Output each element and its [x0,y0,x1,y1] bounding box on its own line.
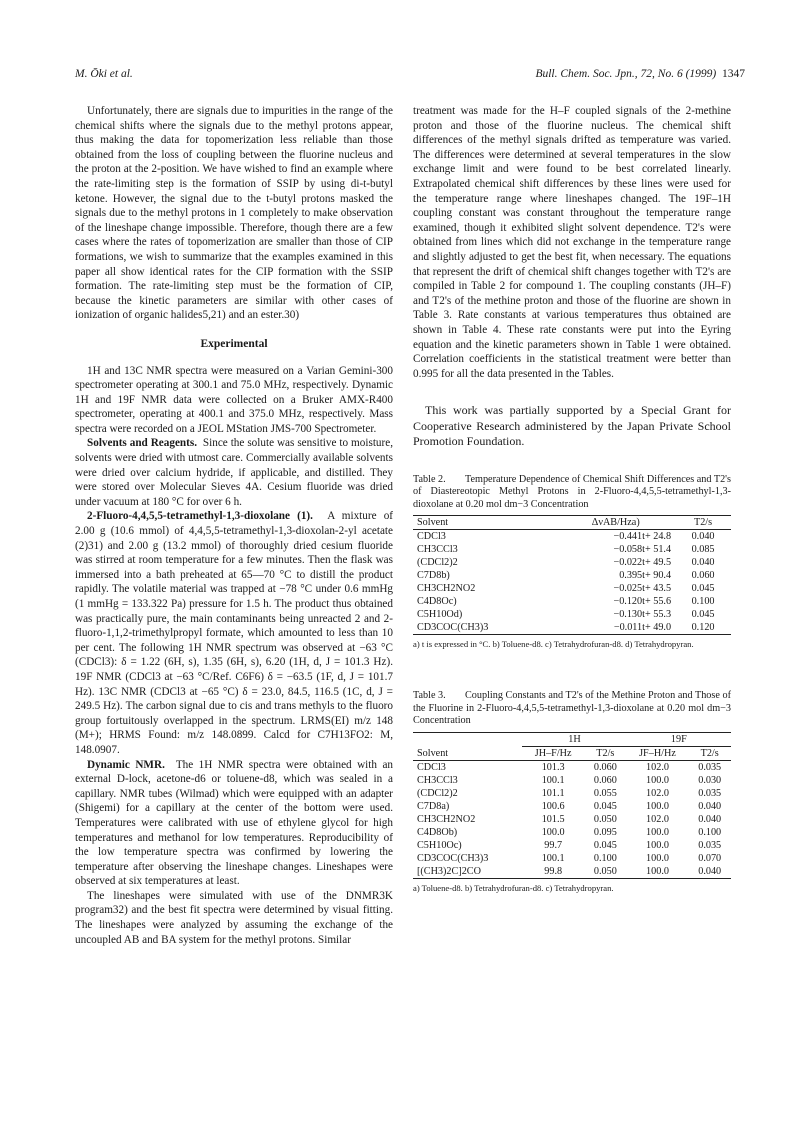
table-3-value-cell: 100.0 [646,852,669,864]
dynamic-nmr-heading: Dynamic NMR. [87,758,165,771]
table-2-solvent-cell: (CDCl2)2 [417,557,458,569]
table-3-solvent-cell: C5H10Oc) [417,839,462,851]
table-3-value-cell: 100.0 [646,826,669,838]
table-3-solvent-cell: C4D8Ob) [417,826,458,838]
table-3-value-cell: 100.1 [541,852,565,864]
table-3-value-cell: 100.0 [541,826,565,838]
running-header-left: M. Ōki et al. [75,68,133,80]
table-row [413,760,731,774]
table-3-caption [413,690,731,728]
table-3-value-cell: 0.035 [698,787,722,799]
table-3-value-cell: 0.070 [698,852,722,864]
table-3-value-cell: 99.8 [544,865,563,877]
table-2-header-cell: Solvent [413,516,556,530]
table-3-solvent-cell: CD3COC(CH3)3 [417,852,489,864]
table-3-value-cell: 0.040 [698,813,722,825]
table-2-value-cell: −0.058t+ 51.4 [613,544,672,556]
table-row [413,569,731,582]
table-2-solvent-cell: C5H10Od) [417,609,463,621]
page-number: 1347 [722,68,745,80]
table-2-value-cell: 0.040 [691,531,715,543]
table-3-value-cell: 0.040 [698,800,722,812]
table-3-value-cell: 0.095 [593,826,617,838]
synthesis-paragraph [75,509,393,757]
table-2-header-cell: T2/s [675,516,731,530]
synthesis-heading: 2-Fluoro-4,4,5,5-tetramethyl-1,3-dioxolane (1). [87,510,313,523]
table-3-header-cell: JH–F/Hz [522,746,584,760]
acknowledgement-paragraph: This work was partially supported by a Special Grant for Cooperative Research administered by the Japan Private School Promotion Foundation. [413,403,731,449]
table-3-label: Table 3. [413,690,446,702]
journal-citation: Bull. Chem. Soc. Jpn., 72, No. 6 (1999) [535,68,717,80]
table-row [413,556,731,569]
table-2-value-cell: −0.441t+ 24.8 [613,531,672,543]
table-row [413,621,731,635]
table-2-value-cell: 0.395t+ 90.4 [619,570,672,582]
table-3-value-cell: 0.035 [698,839,722,851]
table-3-solvent-cell: CDCl3 [417,761,446,773]
table-3-solvent-cell: [(CH3)2C]2CO [417,865,481,877]
table-3-value-cell: 102.0 [646,813,669,825]
table-3-solvent-cell: (CDCl2)2 [417,787,458,799]
table-3-group-header: 19F [627,732,731,746]
table-2-value-cell: 0.040 [691,557,715,569]
table-3-value-cell: 100.0 [646,839,669,851]
table-2-solvent-cell: CH3CH2NO2 [417,583,476,595]
solvents-paragraph [75,436,393,509]
table-3-value-cell: 100.6 [541,800,565,812]
table-3-value-cell: 100.1 [541,774,565,786]
table-2-value-cell: 0.060 [691,570,715,582]
table-row [413,608,731,621]
table-2-solvent-cell: CD3COC(CH3)3 [417,622,489,634]
table-row [413,582,731,595]
table-2-value-cell: −0.022t+ 49.5 [613,557,672,569]
table-2-value-cell: 0.100 [691,596,715,608]
table-row [413,865,731,879]
table-3-value-cell: 0.060 [593,774,617,786]
table-3-header-cell: Solvent [413,746,522,760]
table-row [413,826,731,839]
table-row [413,839,731,852]
dynamic-nmr-paragraph [75,758,393,889]
table-2-solvent-cell: C7D8b) [417,570,450,582]
table-3-value-cell: 101.5 [541,813,565,825]
table-2-header-cell: ΔνAB/Hza) [556,516,675,530]
table-3-caption-text: Coupling Constants and T2's of the Methine Proton and Those of the Fluorine in 2-Fluoro-4,4,5,5-tetramethyl-1,3-dioxolane at 0.20 mol dm−3 Concentration [413,690,731,727]
table-3-header-cell: JF–H/Hz [627,746,689,760]
table-3 [413,732,731,879]
table-3-value-cell: 0.050 [593,813,617,825]
table-3-value-cell: 100.0 [646,774,669,786]
table-3-value-cell: 0.060 [593,761,617,773]
table-3-header-cell: T2/s [584,746,627,760]
right-column [413,104,731,894]
table-row [413,787,731,800]
table-3-value-cell: 100.0 [646,865,669,877]
table-row [413,774,731,787]
table-3-value-cell: 101.1 [541,787,565,799]
table-3-value-cell: 0.040 [698,865,722,877]
table-row [413,595,731,608]
solvents-heading: Solvents and Reagents. [87,437,198,450]
table-2-label: Table 2. [413,473,446,485]
table-3-value-cell: 0.045 [593,800,617,812]
table-3-value-cell: 0.030 [698,774,722,786]
table-3-value-cell: 0.045 [593,839,617,851]
table-3-value-cell: 99.7 [544,839,563,851]
table-3-solvent-cell: CH3CCl3 [417,774,458,786]
continued-paragraph: treatment was made for the H–F coupled signals of the 2-methine proton and those of the fluorine nucleus. The chemical shift differences of the methyl signals drifted as temperature was varied. The differences were determined at several temperatures in the slow exchange limit and were found to be best correlated linearly. Extrapolated chemical shift differences by these lines were used for the temperature range where lineshapes changed. The 19F–1H coupling constant was constant throughout the temperature range examined, though it exhibited slight solvent dependence. T2's were obtained from lines which did not exchange in the temperature range and slightly adjusted to get the best fit, when necessary. The equations that represent the drift of chemical shift changes together with T2's are compiled in Table 2 for compound 1. The coupling constants (JH–F) and T2's of the methine proton and those of the fluorine are shown in Table 3. Rate constants at various temperatures thus obtained are shown in Table 4. These rate constants were put into the Eyring equation and the kinetic parameters shown in Table 1 were obtained. Correlation coefficients in the statistical treatment were better than 0.995 for all the data presented in the Tables. [413,105,731,380]
solvents-text: Since the solute was sensitive to moisture, solvents were dried with utmost care. Commercially available solvents were dried over calcium hydride, if applicable, and distilled. They were stored over Molecular Sieves 4A. Cesium fluoride was dried under vacuum at 180 °C for over 6 h. [75,437,394,508]
table-2-block [413,474,731,651]
dynamic-nmr-text: The 1H NMR spectra were obtained with an external D-lock, acetone-d6 or toluene-d8, which was sealed in a capillary. NMR tubes (Wilmad) which were equipped with an adapter (Shigemi) for a capillary at the center of the bottom were used. Temperatures were calibrated with use of ethylene glycol for high temperatures and methanol for low temperatures. Reproducibility of the low temperature spectra was confirmed by lowering the temperature after observing the lineshape changes. Lineshapes were observed at six temperatures at least. [75,758,394,888]
table-2 [413,515,731,635]
table-2-value-cell: −0.025t+ 43.5 [613,583,672,595]
table-3-footnote: a) Toluene-d8. b) Tetrahydrofuran-d8. c) Tetrahydropyran. [413,882,614,893]
table-2-footnote: a) t is expressed in °C. b) Toluene-d8. c) Tetrahydrofuran-d8. d) Tetrahydropyran. [413,639,694,650]
table-2-value-cell: −0.120t+ 55.6 [613,596,672,608]
table-3-value-cell: 0.050 [593,865,617,877]
table-2-value-cell: 0.045 [691,583,715,595]
table-2-value-cell: 0.085 [691,544,715,556]
table-3-value-cell: 102.0 [646,787,669,799]
intro-paragraph: Unfortunately, there are signals due to impurities in the range of the chemical shifts where the signals due to the methyl protons appear, thus making the data for topomerization less reliable than those obtained from the loss of coupling between the fluorine nucleus and the proton at the 2-position. We have wished to find an example where the rate-limiting step is the formation of SSIP by using di-t-butyl ketone. However, the signal due to the t-butyl protons masked the signals due to the methyl protons in 1 completely to make observation of the lineshape change impossible. Therefore, though there are a few cases where the rates of topomerization are smaller than those of CIP formations, we wish to summarize that the examples examined in this paper all show identical rates for the CIP formation with the SSIP formation. The rate-limiting step must be the formation of CIP, because the kinetic parameters are similar with other cases of ionization of organic halides5,21) and an ester.30) [75,105,393,322]
table-3-solvent-cell: C7D8a) [417,800,450,812]
table-3-solvent-cell: CH3CH2NO2 [417,813,476,825]
table-2-value-cell: 0.045 [691,609,715,621]
lineshapes-paragraph: The lineshapes were simulated with use of the DNMR3K program32) and the best fit spectra were determined by visual fitting. The lineshapes were analyzed by assuming the exchange of the uncoupled AB and BA system for the methyl protons. Similar [75,889,393,946]
table-2-solvent-cell: CDCl3 [417,531,446,543]
nmr-instruments-paragraph: 1H and 13C NMR spectra were measured on a Varian Gemini-300 spectrometer operating at 300.1 and 75.0 MHz, respectively. Dynamic 1H and 19F NMR data were collected on a Bruker AMX-R400 spectrometer, operating at 400.1 and 375.0 MHz, respectively. Mass spectra were recorded on a JEOL MStation JMS-700 Spectrometer. [75,364,393,435]
table-2-solvent-cell: CH3CCl3 [417,544,458,556]
table-3-value-cell: 100.0 [646,800,669,812]
table-3-header-cell: T2/s [688,746,731,760]
table-2-value-cell: −0.130t+ 55.3 [613,609,672,621]
table-3-value-cell: 102.0 [646,761,669,773]
table-3-value-cell: 0.100 [593,852,617,864]
table-row [413,530,731,544]
running-header-right [535,68,745,80]
table-row [413,813,731,826]
table-2-value-cell: −0.011t+ 49.0 [613,622,672,634]
synthesis-text: A mixture of 2.00 g (10.6 mmol) of 4,4,5,5-tetramethyl-1,3-dioxolan-2-yl acetate (2)31) and 2.00 g (13.2 mmol) of thoroughly dried cesium fluoride was stirred at room temperature for a few minutes. Then the flask was immersed into a bath preheated at 65—70 °C to distill the product rapidly. The volatile material was trapped at −78 °C under 0.6 mmHg (1 mmHg = 133.322 Pa) pressure for 1.5 h. The product thus obtained was practically pure, the main contaminants being unreacted 2 and 2-fluoro-1,1,2-trimethylpropyl formate, which amounted to less than 10 per cent. The following 1H NMR spectrum was observed at −63 °C (CDCl3): δ = 1.22 (6H, s), 1.35 (6H, s), 6.20 (1H, d, J = 101.3 Hz). 19F NMR (CDCl3 at −63 °C/Ref. C6F6) δ = −63.5 (1F, d, J = 101.7 Hz). 13C NMR (CDCl3 at −65 °C) δ = 23.0, 84.5, 116.5 (1C, d, J = 249.5 Hz). The carbon signal due to cis and trans methyls to the fluoro group fortuitously overlapped in the spectrum. LRMS(EI) m/z 148 (M+); HRMS Found: m/z 148.0899. Calcd for C7H13FO2: M, 148.0907. [75,510,394,756]
table-row [413,543,731,556]
table-3-value-cell: 0.055 [593,787,617,799]
table-row [413,800,731,813]
table-3-group-header: 1H [522,732,626,746]
table-3-value-cell: 101.3 [541,761,565,773]
table-2-value-cell: 0.120 [691,622,715,634]
table-3-group-spacer [413,732,522,746]
table-3-block [413,690,731,894]
table-2-solvent-cell: C4D8Oc) [417,596,457,608]
table-3-value-cell: 0.100 [698,826,722,838]
left-column [75,104,393,947]
table-3-value-cell: 0.035 [698,761,722,773]
table-2-caption-text: Temperature Dependence of Chemical Shift Differences and T2's of Diastereotopic Methyl Protons in 2-Fluoro-4,4,5,5-tetramethyl-1,3-dioxolane at 0.20 mol dm−3 Concentration [413,473,731,510]
section-title-experimental: Experimental [200,337,268,350]
table-2-caption [413,474,731,512]
table-row [413,852,731,865]
